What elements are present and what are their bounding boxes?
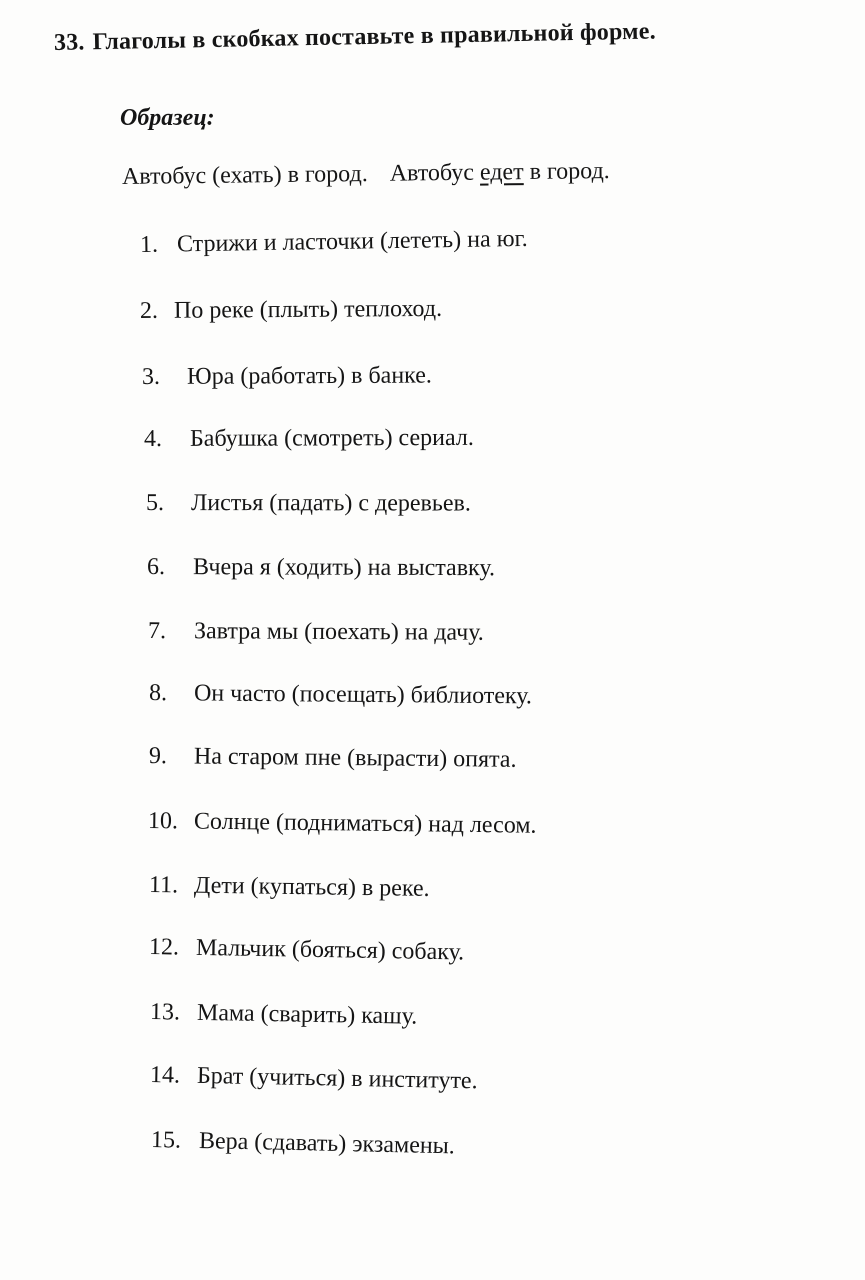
exercise-item-number: 12. (148, 934, 180, 961)
exercise-item (149, 934, 465, 966)
exercise-item (140, 226, 528, 259)
exercise-item (149, 872, 430, 903)
exercise-item (150, 999, 418, 1031)
exercise-item-text: Вера (сдавать) экзамены. (198, 1128, 456, 1160)
exercise-instruction: Глаголы в скобках поставьте в правильной форме. (92, 18, 657, 56)
exercise-item-number: 14. (149, 1062, 181, 1089)
exercise-item (149, 743, 517, 774)
exercise-item-number: 3. (141, 363, 161, 390)
exercise-item-number: 5. (145, 490, 165, 517)
exercise-item-number: 2. (139, 297, 159, 324)
exercise-item-number: 1. (139, 231, 159, 258)
exercise-item (147, 554, 495, 582)
exercise-item-number: 13. (149, 999, 181, 1026)
exercise-item-text: На старом пне (вырасти) опята. (193, 743, 517, 773)
exercise-item-text: Солнце (подниматься) над лесом. (193, 808, 537, 839)
sample-answer-suffix: в город. (529, 158, 610, 186)
exercise-item (144, 425, 474, 453)
sample-answer-word: едет (479, 159, 524, 186)
sample-label: Образец: (120, 105, 215, 131)
exercise-item-text: Бабушка (смотреть) сериал. (189, 424, 474, 452)
sample-answer-prefix: Автобус (389, 159, 475, 187)
exercise-item-text: Он часто (посещать) библиотеку. (193, 680, 533, 710)
exercise-item-number: 9. (148, 743, 168, 770)
exercise-item-number: 15. (150, 1127, 182, 1154)
exercise-number: 33. (53, 29, 85, 56)
exercise-item (146, 490, 471, 518)
exercise-item-text: Мальчик (бояться) собаку. (195, 934, 465, 966)
exercise-item (142, 362, 432, 391)
exercise-item-number: 7. (147, 618, 167, 645)
exercise-item-number: 6. (146, 554, 166, 581)
exercise-item-text: Завтра мы (поехать) на дачу. (193, 618, 484, 646)
exercise-item-text: Стрижи и ласточки (лететь) на юг. (176, 225, 528, 258)
exercise-item (148, 808, 537, 840)
exercise-item (150, 1062, 478, 1095)
sample-prompt: Автобус (ехать) в город. (121, 160, 368, 190)
exercise-item-text: Листья (падать) с деревьев. (190, 490, 471, 517)
exercise-item-number: 4. (143, 425, 163, 452)
exercise-item (151, 1127, 455, 1160)
exercise-item-text: Брат (учиться) в институте. (196, 1062, 478, 1095)
exercise-item-text: По реке (плыть) теплоход. (173, 295, 443, 324)
exercise-item-number: 8. (148, 680, 168, 707)
exercise-item-text: Вчера я (ходить) на выставку. (192, 554, 496, 582)
exercise-item-text: Юра (работать) в банке. (186, 362, 432, 390)
exercise-item-text: Мама (сварить) кашу. (196, 999, 418, 1030)
exercise-item-text: Дети (купаться) в реке. (193, 872, 430, 902)
exercise-item-number: 11. (148, 872, 179, 899)
exercise-item (148, 618, 484, 647)
exercise-item (149, 680, 532, 710)
exercise-item-number: 10. (147, 808, 179, 835)
exercise-item (140, 296, 442, 325)
